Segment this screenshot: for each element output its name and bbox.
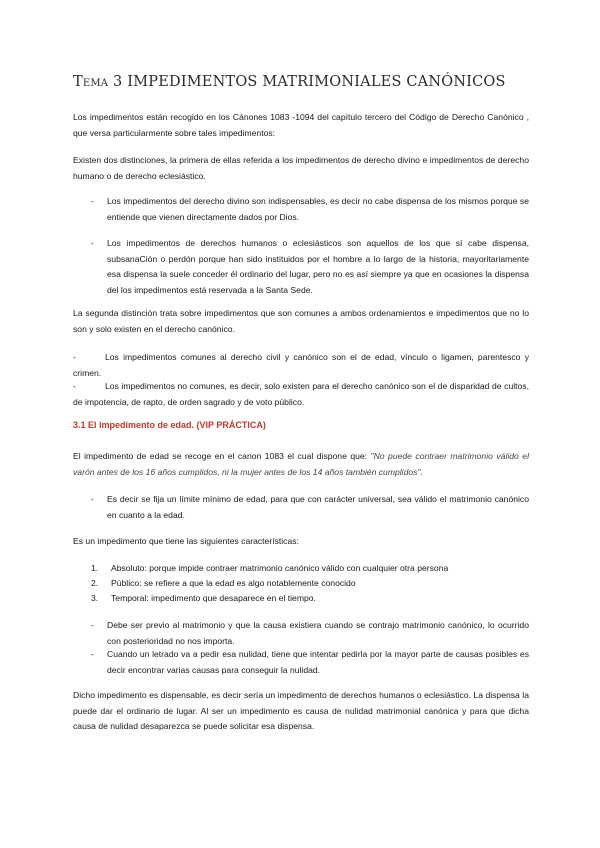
numbered-item — [91, 576, 531, 592]
list-item — [73, 379, 529, 410]
list-item — [91, 194, 529, 225]
numbered-item-text: Temporal: impedimento que desaparece en el tiempo. — [111, 593, 316, 603]
list-item — [73, 350, 529, 381]
bullet-dash: - — [73, 381, 76, 391]
second-distinction-paragraph: La segunda distinción trata sobre impedimentos que son comunes a ambos ordenamientos e impedimentos que no lo son y solo existen en el derecho canónico. — [73, 308, 529, 334]
bullet-dash: - — [91, 238, 94, 248]
bullet-dash: - — [91, 620, 94, 630]
bullet-dash: - — [91, 649, 94, 659]
item-number: 2. — [91, 578, 99, 588]
numbered-item-text: Absoluto: porque impide contraer matrimonio canónico válido con cualquier otra persona — [111, 563, 449, 573]
age-intro-text: El impedimento de edad se recoge en el canon 1083 el cual dispone que: — [73, 451, 371, 461]
canon-quote: "No puede contraer matrimonio válido el varón antes de los 16 años cumplidos, ni la mujer antes de los 14 años también cumplidos". — [73, 451, 529, 477]
list-item-text: Debe ser previo al matrimonio y que la causa existiera cuando se contrajo matrimonio canónico, lo ocurrido con posterioridad no nos importa. — [107, 620, 529, 646]
list-item — [91, 647, 529, 678]
page-title: Tema 3 IMPEDIMENTOS MATRIMONIALES CANÓNICOS — [73, 74, 506, 90]
distinctions-paragraph: Existen dos distinciones, la primera de ellas referida a los impedimentos de derecho divino e impedimentos de derecho humano o de derecho eclesiástico. — [73, 155, 529, 181]
numbered-item — [91, 591, 531, 607]
list-item-text: Los impedimentos comunes al derecho civil y canónico son el de edad, vínculo o ligamen, parentesco y crimen. — [73, 352, 529, 378]
item-number: 3. — [91, 593, 99, 603]
list-item-text: Cuando un letrado va a pedir esa nulidad, tiene que intentar pedirla por la mayor parte de causas posibles es decir encontrar varias causas para conseguir la nulidad. — [107, 649, 529, 675]
list-item — [91, 236, 529, 298]
list-item-text: Es decir se fija un límite mínimo de edad, para que con carácter universal, sea válido el matrimonio canónico en cuanto a la edad. — [107, 494, 529, 520]
bullet-dash: - — [91, 494, 94, 504]
bullet-dash: - — [73, 352, 76, 362]
final-paragraph: Dicho impedimento es dispensable, es decir sería un impedimento de derechos humanos o eclesiástico. La dispensa la puede dar el ordinario de lugar. Al ser un impedimento es causa de nulidad matrimonial canónica y para que dicha causa de nulidad desaparezca se puede solicitar esa dispensa. — [73, 690, 529, 731]
list-item-text: Los impedimentos del derecho divino son indispensables, es decir no cabe dispensa de los mismos porque se entiende que vienen directamente dados por Dios. — [107, 196, 529, 222]
item-number: 1. — [91, 563, 99, 573]
section-heading: 3.1 El impedimento de edad. (VIP PRÁCTICA) — [73, 420, 266, 430]
list-item — [91, 618, 529, 649]
list-item-text: Los impedimentos no comunes, es decir, solo existen para el derecho canónico son el de disparidad de cultos, de impotencia, de rapto, de orden sagrado y de voto público. — [73, 381, 529, 407]
list-item-text: Los impedimentos de derechos humanos o eclesiásticos son aquellos de los que sí cabe dispensa, subsanaCión o perdón porque han sido instituidos por el hombre a lo largo de la historia, mayoritariamente esa dispensa la suele conceder él ordinario del lugar, pero no es así siempre ya que en ocasiones la dispensa del los impedimentos está reservada a la Santa Sede. — [107, 238, 529, 295]
numbered-item-text: Público: se refiere a que la edad es algo notablemente conocido — [111, 578, 356, 588]
list-item — [91, 492, 529, 523]
bullet-dash: - — [91, 196, 94, 206]
intro-paragraph: Los impedimentos están recogido en los Cánones 1083 -1094 del capítulo tercero del Código de Derecho Canónico , que versa particularmente sobre tales impedimentos: — [73, 112, 529, 138]
characteristics-paragraph: Es un impedimento que tiene las siguientes características: — [73, 536, 299, 546]
age-impediment-paragraph — [73, 449, 529, 480]
numbered-item — [91, 561, 531, 577]
